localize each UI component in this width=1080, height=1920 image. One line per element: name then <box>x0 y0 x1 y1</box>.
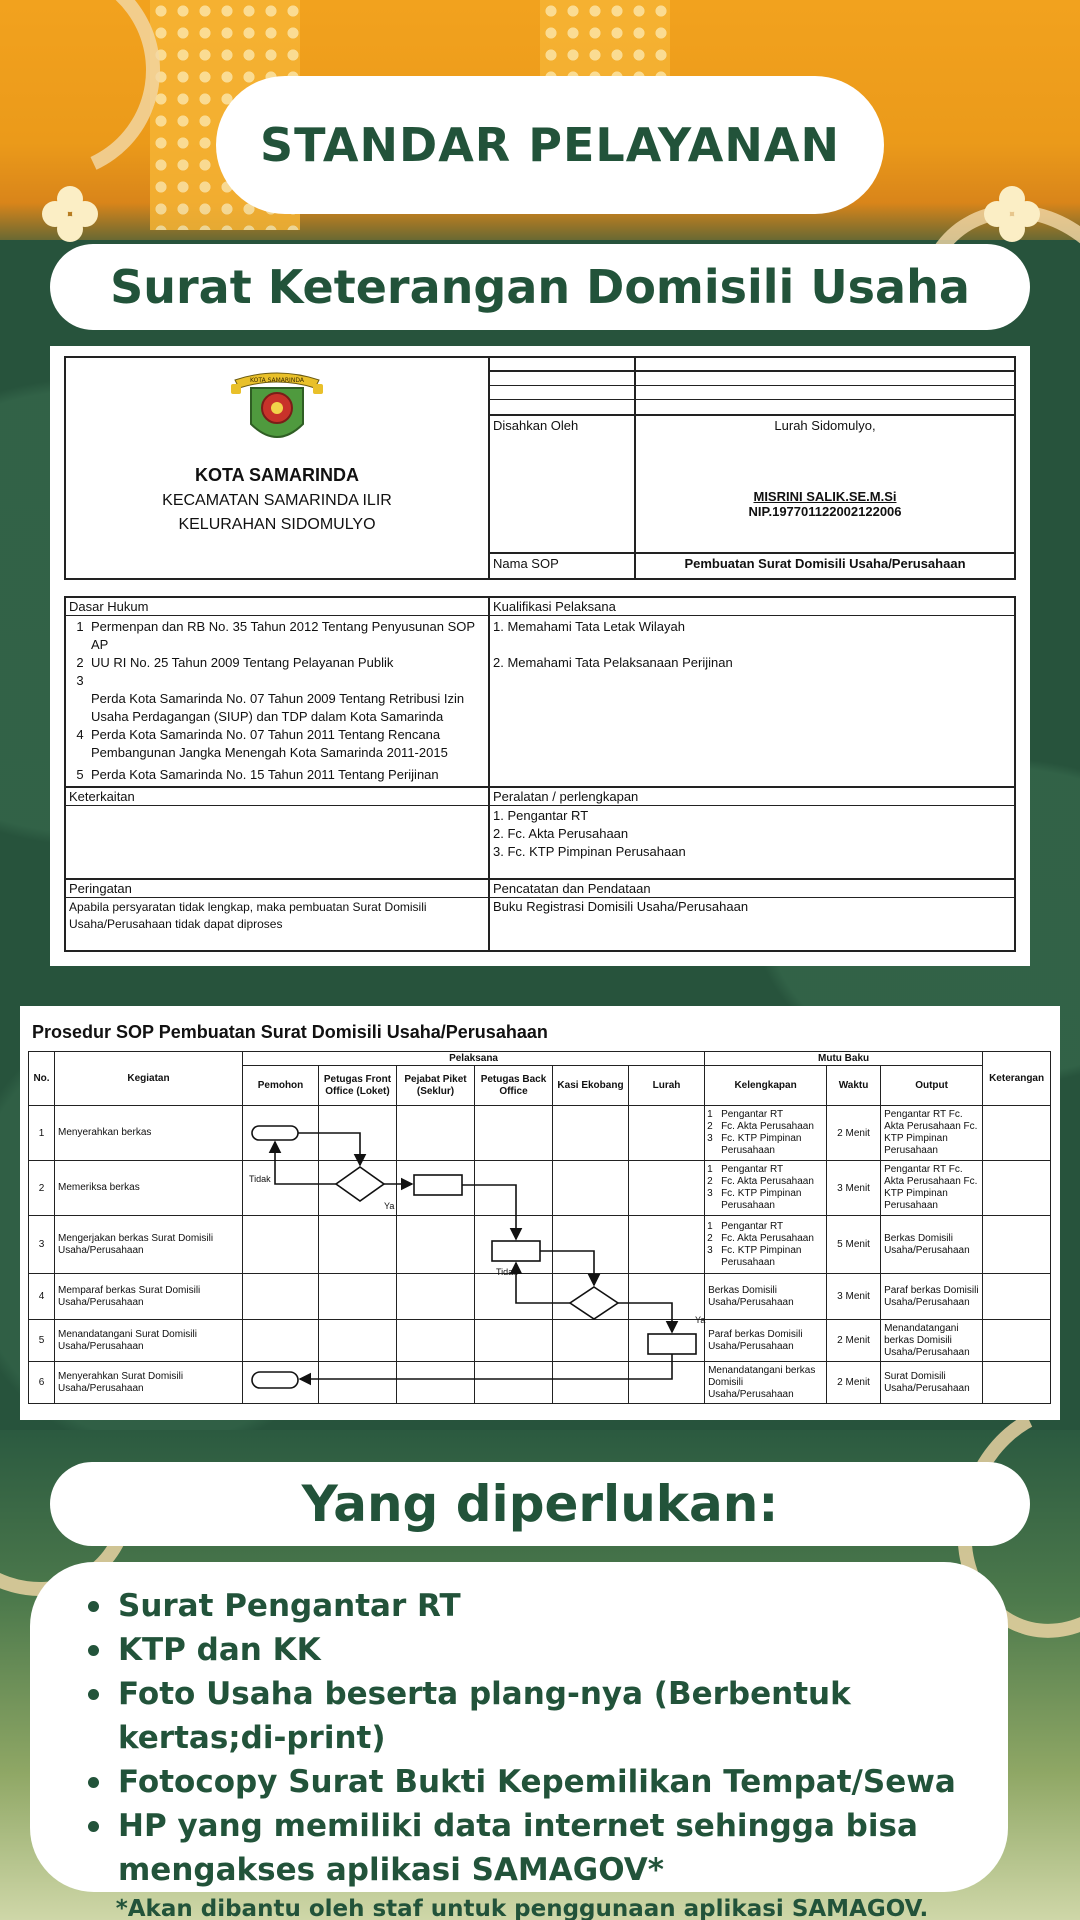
col-output: Output <box>881 1066 983 1106</box>
flow-label-tidak: Tidak <box>496 1267 518 1277</box>
col-pemohon: Pemohon <box>243 1066 319 1106</box>
list-item: 1 Permenpan dan RB No. 35 Tahun 2012 Tentang Penyusunan SOP AP <box>76 619 475 652</box>
disahkan-label: Disahkan Oleh <box>489 415 635 553</box>
col-pejabat-piket: Pejabat Piket (Seklur) <box>397 1066 475 1106</box>
col-no: No. <box>29 1052 55 1106</box>
list-item: HP yang memiliki data internet sehingga bisa mengakses aplikasi SAMAGOV* <box>94 1804 980 1892</box>
table-row: 1 Menyerahkan berkas 1 Pengantar RT 2 Fc. Akta Perusahaan 3 Fc. KTP Pimpinan Perusahaan 2 Menit Pengantar RT Fc. Akta Perusahaan Fc. KTP Pimpinan Perusahaan <box>29 1106 1051 1161</box>
requirements-list <box>94 1584 980 1892</box>
col-mutu-baku: Mutu Baku <box>705 1052 983 1066</box>
nama-sop-label: Nama SOP <box>489 553 635 579</box>
keterkaitan-label: Keterkaitan <box>66 788 488 806</box>
peringatan-text: Apabila persyaratan tidak lengkap, maka pembuatan Surat Domisili Usaha/Perusahaan tidak dapat diproses <box>69 900 427 931</box>
list-item: 1. Memahami Tata Letak Wilayah <box>493 619 685 634</box>
requirements-title: Yang diperlukan: <box>50 1462 1030 1546</box>
col-keterangan: Keterangan <box>983 1052 1051 1106</box>
kualifikasi-label: Kualifikasi Pelaksana <box>490 598 1014 616</box>
table-row: 5 Menandatangani Surat Domisili Usaha/Perusahaan Paraf berkas Domisili Usaha/Perusahaan 2 Menit Menandatangani berkas Domisili Usaha/Perusahaan <box>29 1320 1051 1362</box>
list-item: 3 <box>76 673 84 688</box>
pencatatan-label: Pencatatan dan Pendataan <box>490 880 1014 898</box>
table-row: 4 Memparaf berkas Surat Domisili Usaha/Perusahaan Berkas Domisili Usaha/Perusahaan 3 Menit Paraf berkas Domisili Usaha/Perusahaan <box>29 1274 1051 1320</box>
kecamatan-label: KECAMATAN SAMARINDA ILIR <box>162 492 392 509</box>
crest-ribbon-text: KOTA SAMARINDA <box>250 377 304 384</box>
flower-icon <box>42 186 98 242</box>
col-kasi-ekobang: Kasi Ekobang <box>553 1066 629 1106</box>
list-item: KTP dan KK <box>94 1628 980 1672</box>
col-kegiatan: Kegiatan <box>55 1052 243 1106</box>
signature-box <box>635 415 1015 553</box>
procedure-table <box>28 1051 1051 1404</box>
page-subtitle: Surat Keterangan Domisili Usaha <box>50 244 1030 330</box>
table-row: 6 Menyerahkan Surat Domisili Usaha/Perusahaan Menandatangani berkas Domisili Usaha/Perusahaan 2 Menit Surat Domisili Usaha/Perusahaan <box>29 1362 1051 1404</box>
page-title: STANDAR PELAYANAN <box>216 76 884 214</box>
dasar-hukum-label: Dasar Hukum <box>66 598 488 616</box>
col-front-office: Petugas Front Office (Loket) <box>319 1066 397 1106</box>
procedure-document <box>20 1006 1060 1420</box>
list-item: 4 Perda Kota Samarinda No. 07 Tahun 2011 Tentang Rencana Pembangunan Jangka Menengah Kota Samarinda 2011-2015 <box>76 727 448 760</box>
samarinda-crest-icon <box>227 366 327 452</box>
list-item: 2. Fc. Akta Perusahaan <box>493 826 629 841</box>
col-waktu: Waktu <box>827 1066 881 1106</box>
list-item: 2 UU RI No. 25 Tahun 2009 Tentang Pelayanan Publik <box>76 655 394 670</box>
list-item: 1. Pengantar RT <box>493 808 589 823</box>
list-item: 5 Perda Kota Samarinda No. 15 Tahun 2011 Tentang Perijinan <box>76 767 439 782</box>
official-nip: NIP.197701122002122006 <box>748 504 902 519</box>
sop-logo-cell <box>65 357 489 579</box>
peralatan-list <box>490 806 1014 878</box>
col-lurah: Lurah <box>629 1066 705 1106</box>
pencatatan-text: Buku Registrasi Domisili Usaha/Perusahaan <box>493 899 749 914</box>
col-kelengkapan: Kelengkapan <box>705 1066 827 1106</box>
peringatan-label: Peringatan <box>66 880 488 898</box>
flow-label-tidak: Tidak <box>249 1174 271 1184</box>
table-row: 3 Mengerjakan berkas Surat Domisili Usaha/Perusahaan 1 Pengantar RT 2 Fc. Akta Perusahaan 3 Fc. KTP Pimpinan Perusahaan 5 Menit Berkas Domisili Usaha/Perusahaan <box>29 1216 1051 1274</box>
list-item: Perda Kota Samarinda No. 07 Tahun 2009 Tentang Retribusi Izin Usaha Perdagangan (SIUP) dan TDP dalam Kota Samarinda <box>91 691 465 724</box>
procedure-table-wrap <box>28 1051 1052 1404</box>
list-item: Surat Pengantar RT <box>94 1584 980 1628</box>
list-item: 2. Memahami Tata Pelaksanaan Perijinan <box>493 655 733 670</box>
list-item: Fotocopy Surat Bukti Kepemilikan Tempat/Sewa <box>94 1760 980 1804</box>
kota-label: KOTA SAMARINDA <box>195 465 359 485</box>
table-row: 2 Memeriksa berkas 1 Pengantar RT 2 Fc. Akta Perusahaan 3 Fc. KTP Pimpinan Perusahaan 3 Menit Pengantar RT Fc. Akta Perusahaan Fc. KTP Pimpinan Perusahaan <box>29 1161 1051 1216</box>
requirements-note: *Akan dibantu oleh staf untuk penggunaan aplikasi SAMAGOV. <box>115 1896 929 1920</box>
col-back-office: Petugas Back Office <box>475 1066 553 1106</box>
peralatan-label: Peralatan / perlengkapan <box>490 788 1014 806</box>
flow-label-ya: Ya <box>695 1315 706 1325</box>
flow-label-ya: Ya <box>384 1201 395 1211</box>
requirements-card <box>30 1562 1008 1920</box>
list-item: 3. Fc. KTP Pimpinan Perusahaan <box>493 844 686 859</box>
lurah-title: Lurah Sidomulyo, <box>774 418 876 433</box>
sop-document <box>50 346 1030 966</box>
sop-body-table <box>64 596 1016 952</box>
dasar-hukum-list <box>66 616 488 786</box>
sop-header-table <box>64 356 1016 580</box>
official-name: MISRINI SALIK.SE.M.Si <box>753 489 897 504</box>
list-item: Foto Usaha beserta plang-nya (Berbentuk kertas;di-print) <box>94 1672 980 1760</box>
kelurahan-label: KELURAHAN SIDOMULYO <box>178 516 376 533</box>
nama-sop-value: Pembuatan Surat Domisili Usaha/Perusahaan <box>635 553 1015 579</box>
flower-icon <box>984 186 1040 242</box>
procedure-title: Prosedur SOP Pembuatan Surat Domisili Usaha/Perusahaan <box>32 1022 548 1042</box>
col-pelaksana: Pelaksana <box>243 1052 705 1066</box>
kualifikasi-list <box>490 616 1014 674</box>
